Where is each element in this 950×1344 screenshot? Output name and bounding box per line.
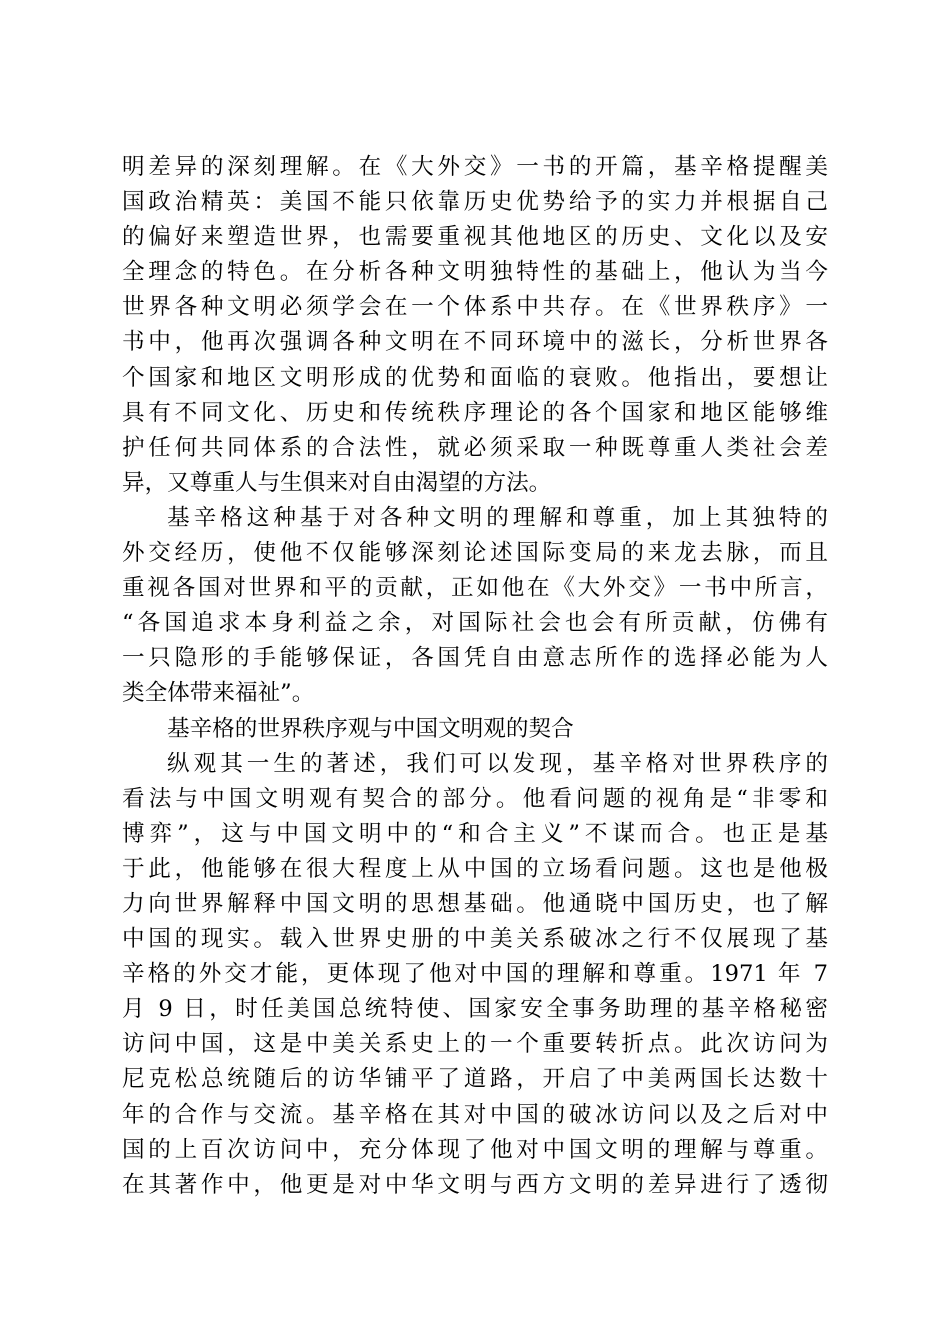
text-line: 在其著作中，他更是对中华文明与西方文明的差异进行了透彻 [122,1171,828,1198]
text-line: 类全体带来福祉”。 [122,680,315,707]
text-line: 博弈”，这与中国文明中的“和合主义”不谋而合。也正是基 [122,820,828,847]
text-line: 外交经历，使他不仅能够深刻论述国际变局的来龙去脉，而且 [122,540,828,567]
text-line: 护任何共同体系的合法性，就必须采取一种既尊重人类社会差 [122,434,828,461]
paragraph-start-line: 基辛格这种基于对各种文明的理解和尊重，加上其独特的 [167,504,828,531]
text-line: 月 9 日，时任美国总统特使、国家安全事务助理的基辛格秘密 [122,996,828,1023]
text-line: 世界各种文明必须学会在一个体系中共存。在《世界秩序》一 [122,294,828,321]
text-line: 书中，他再次强调各种文明在不同环境中的滋长，分析世界各 [122,329,828,356]
text-line: 明差异的深刻理解。在《大外交》一书的开篇，基辛格提醒美 [122,154,828,180]
text-line: 中国的现实。载入世界史册的中美关系破冰之行不仅展现了基 [122,926,828,953]
text-line: 国政治精英：美国不能只依靠历史优势给予的实力并根据自己 [122,189,828,216]
text-line: “各国追求本身利益之余，对国际社会也会有所贡献，仿佛有 [122,610,828,637]
text-line: 异，又尊重人与生俱来对自由渴望的方法。 [122,469,552,496]
text-line: 国的上百次访问中，充分体现了他对中国文明的理解与尊重。 [122,1136,828,1163]
text-line: 年的合作与交流。基辛格在其对中国的破冰访问以及之后对中 [122,1101,828,1128]
paragraph-start-line: 纵观其一生的著述，我们可以发现，基辛格对世界秩序的 [167,750,828,777]
section-heading: 基辛格的世界秩序观与中国文明观的契合 [167,715,574,742]
text-line: 一只隐形的手能够保证，各国凭自由意志所作的选择必能为人 [122,645,828,672]
text-line: 辛格的外交才能，更体现了他对中国的理解和尊重。1971 年 7 [122,961,828,988]
text-line: 个国家和地区文明形成的优势和面临的衰败。他指出，要想让 [122,364,828,391]
text-line: 重视各国对世界和平的贡献，正如他在《大外交》一书中所言， [122,575,828,602]
text-line: 尼克松总统随后的访华铺平了道路，开启了中美两国长达数十 [122,1066,828,1093]
body-text [122,150,828,1203]
text-line: 于此，他能够在很大程度上从中国的立场看问题。这也是他极 [122,855,828,882]
text-line: 力向世界解释中国文明的思想基础。他通晓中国历史，也了解 [122,890,828,917]
text-line: 具有不同文化、历史和传统秩序理论的各个国家和地区能够维 [122,399,828,426]
text-line: 的偏好来塑造世界，也需要重视其他地区的历史、文化以及安 [122,224,828,251]
text-line: 看法与中国文明观有契合的部分。他看问题的视角是“非零和 [122,785,828,812]
text-line: 访问中国，这是中美关系史上的一个重要转折点。此次访问为 [122,1031,828,1058]
text-line: 全理念的特色。在分析各种文明独特性的基础上，他认为当今 [122,259,828,286]
